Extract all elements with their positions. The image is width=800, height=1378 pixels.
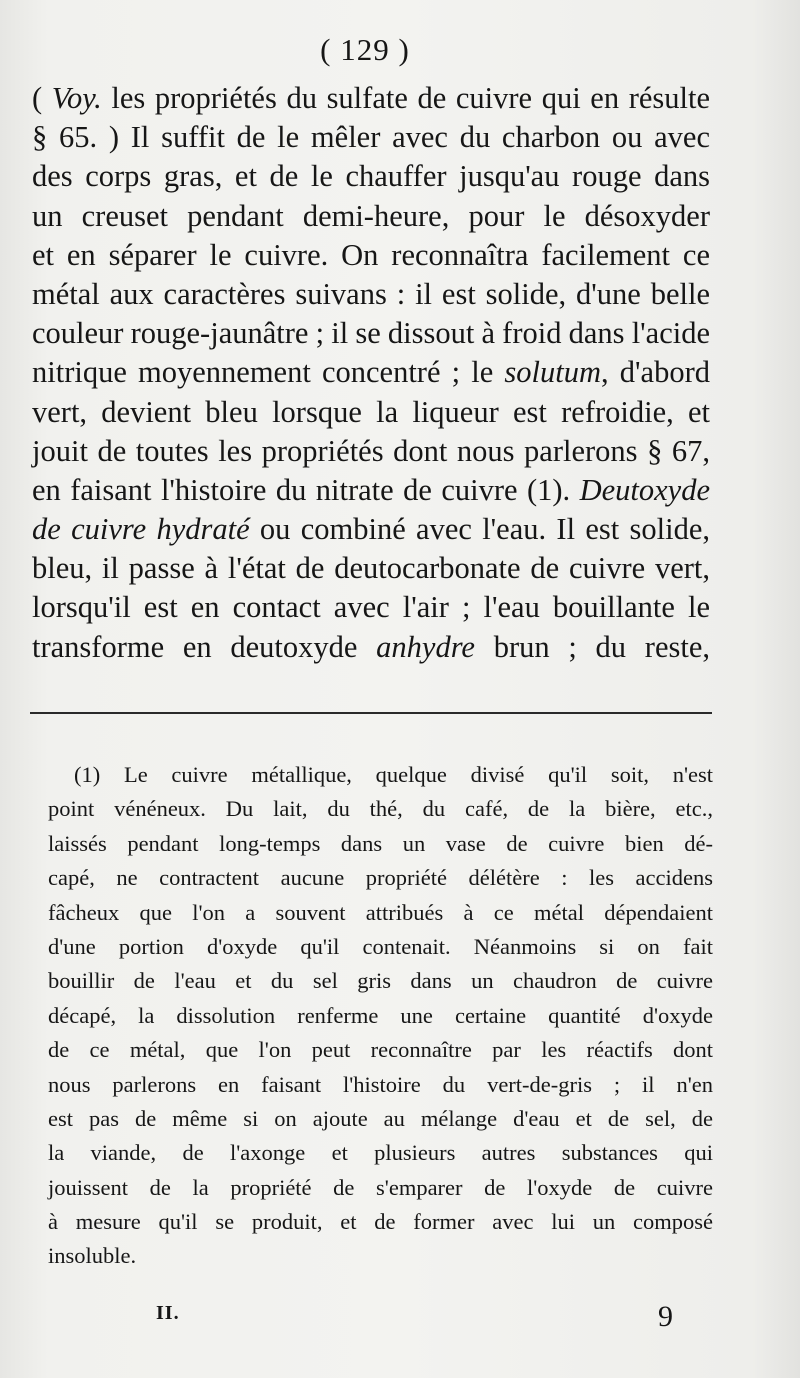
- footnote-line: (1) Le cuivre métallique, quelque divisé qu'il soit, n'est: [74, 762, 713, 787]
- main-text-line: bleu, il passe à l'état de deutocarbonate de cuivre vert,: [32, 551, 710, 586]
- footnote-line: laissés pendant long-temps dans un vase de cuivre bien dé-: [48, 830, 713, 856]
- footnote-line: fâcheux que l'on a souvent attribués à ce métal dépendaient: [48, 899, 713, 925]
- footnote-line: bouillir de l'eau et du sel gris dans un chaudron de cuivre: [48, 968, 713, 994]
- footnote-line: insoluble.: [48, 1243, 137, 1269]
- main-text-line: un creuset pendant demi-heure, pour le désoxyder: [32, 198, 710, 233]
- folio-number: 9: [658, 1300, 673, 1333]
- footnote-line: de ce métal, que l'on peut reconnaître par les réactifs dont: [48, 1037, 713, 1063]
- main-text: [32, 79, 710, 667]
- signature-mark: II.: [156, 1302, 180, 1324]
- footnote-line: capé, ne contractent aucune propriété délétère : les accidens: [48, 865, 713, 891]
- italic-term: solutum: [504, 355, 602, 390]
- footnote-line: point vénéneux. Du lait, du thé, du café, de la bière, etc.,: [48, 796, 713, 822]
- italic-term: Voy.: [51, 81, 102, 115]
- footnote-line: est pas de même si on ajoute au mélange d'eau et de sel, de: [48, 1105, 713, 1131]
- main-text-line: et en séparer le cuivre. On reconnaîtra facilement ce: [32, 237, 710, 272]
- main-text-line: des corps gras, et de le chauffer jusqu'au rouge dans: [32, 159, 710, 194]
- main-text-line: transforme en deutoxyde anhydre brun ; du reste,: [32, 629, 710, 664]
- footnote-separator-rule: [30, 712, 712, 714]
- main-text-line: nitrique moyennement concentré ; le solutum, d'abord: [32, 355, 710, 390]
- footnote-line: à mesure qu'il se produit, et de former avec lui un composé: [48, 1209, 713, 1235]
- footnote-line: nous parlerons en faisant l'histoire du vert-de-gris ; il n'en: [48, 1071, 713, 1097]
- main-text-line: vert, devient bleu lorsque la liqueur est refroidie, et: [32, 394, 710, 429]
- footnote: [48, 758, 713, 1274]
- footnote-line: décapé, la dissolution renferme une certaine quantité d'oxyde: [48, 1002, 713, 1028]
- footnote-line: d'une portion d'oxyde qu'il contenait. Néanmoins si on fait: [48, 933, 713, 959]
- page-number: ( 129 ): [320, 32, 410, 67]
- main-text-line: lorsqu'il est en contact avec l'air ; l'eau bouillante le: [32, 590, 710, 625]
- main-text-line: ( Voy. les propriétés du sulfate de cuivre qui en résulte: [32, 81, 710, 115]
- main-text-line: en faisant l'histoire du nitrate de cuivre (1). Deutoxyde: [32, 472, 710, 507]
- main-text-line: de cuivre hydraté ou combiné avec l'eau. Il est solide,: [32, 512, 710, 547]
- italic-term: de cuivre hydraté: [32, 512, 250, 547]
- main-text-line: § 65. ) Il suffit de le mêler avec du charbon ou avec: [32, 120, 710, 155]
- footnote-line: la viande, de l'axonge et plusieurs autres substances qui: [48, 1140, 713, 1166]
- main-text-line: couleur rouge-jaunâtre ; il se dissout à froid dans l'acide: [32, 316, 710, 351]
- italic-term: Deutoxyde: [579, 472, 710, 507]
- main-text-line: métal aux caractères suivans : il est solide, d'une belle: [32, 276, 710, 311]
- main-text-line: jouit de toutes les propriétés dont nous parlerons § 67,: [32, 433, 710, 468]
- footnote-line: jouissent de la propriété de s'emparer de l'oxyde de cuivre: [48, 1174, 713, 1200]
- italic-term: anhydre: [376, 629, 475, 664]
